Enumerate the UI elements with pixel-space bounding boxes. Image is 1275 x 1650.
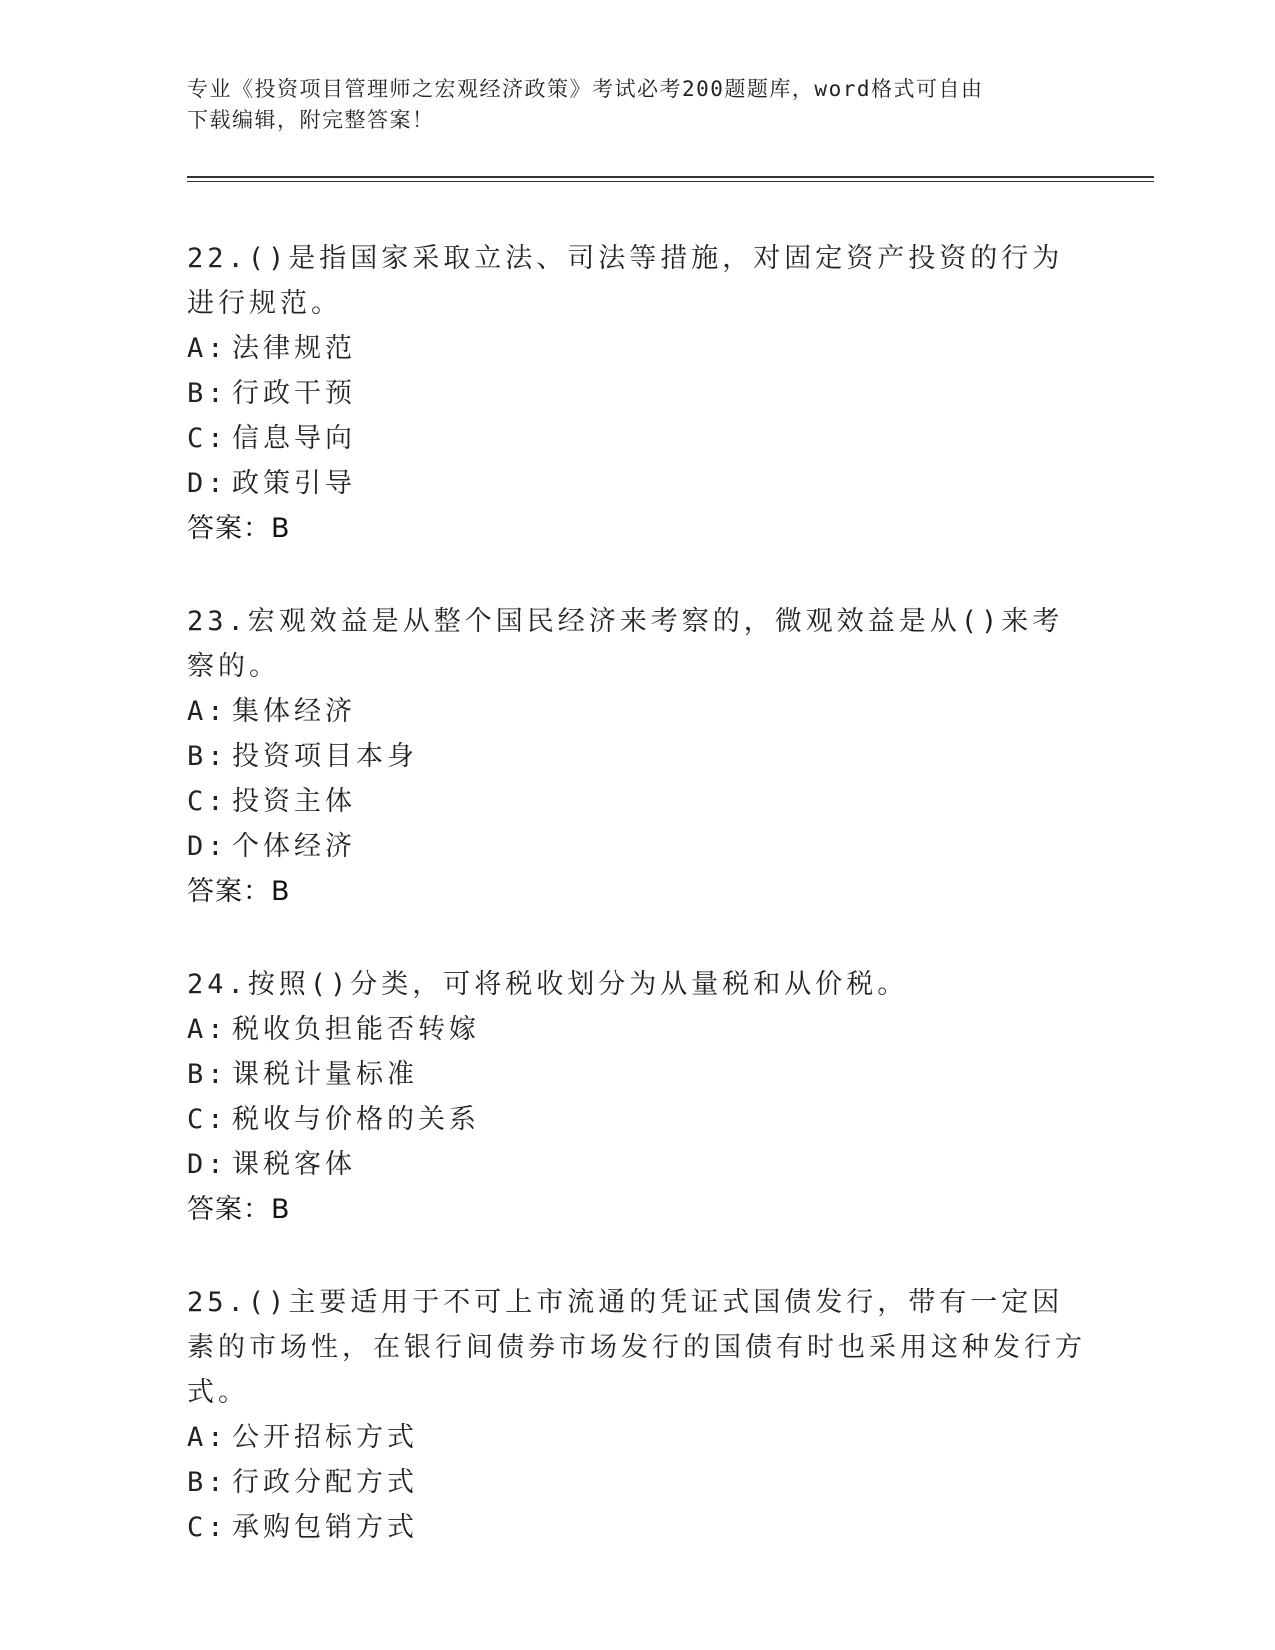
option-key: A: — [187, 696, 228, 727]
header-divider-thick — [187, 176, 1154, 178]
option-key: C: — [187, 1104, 228, 1135]
option-b — [187, 1460, 1087, 1505]
option-b — [187, 734, 1087, 779]
option-a — [187, 1415, 1087, 1460]
question-stem: 24.按照()分类，可将税收划分为从量税和从价税。 — [187, 969, 909, 1000]
option-text: 政策引导 — [232, 468, 356, 499]
option-key: D: — [187, 831, 228, 862]
option-b — [187, 1052, 1087, 1097]
option-a — [187, 326, 1087, 371]
question-item — [187, 962, 1087, 1232]
option-text: 税收与价格的关系 — [232, 1104, 480, 1135]
option-text: 投资项目本身 — [232, 741, 418, 772]
option-key: C: — [187, 786, 228, 817]
option-key: A: — [187, 333, 228, 364]
answer-line: 答案：B — [187, 876, 291, 907]
question-stem: 22.()是指国家采取立法、司法等措施，对固定资产投资的行为进行规范。 — [187, 243, 1064, 319]
option-text: 税收负担能否转嫁 — [232, 1014, 480, 1045]
option-c — [187, 416, 1087, 461]
option-key: B: — [187, 741, 228, 772]
option-text: 行政分配方式 — [232, 1467, 418, 1498]
answer-line: 答案：B — [187, 1194, 291, 1225]
option-key: C: — [187, 423, 228, 454]
option-text: 信息导向 — [232, 423, 356, 454]
option-text: 课税客体 — [232, 1149, 356, 1180]
question-stem: 23.宏观效益是从整个国民经济来考察的，微观效益是从()来考察的。 — [187, 606, 1064, 682]
question-item — [187, 236, 1087, 551]
option-c — [187, 1505, 1087, 1550]
option-key: C: — [187, 1512, 228, 1543]
answer-line: 答案：B — [187, 513, 291, 544]
option-text: 集体经济 — [232, 696, 356, 727]
option-c — [187, 1097, 1087, 1142]
option-d — [187, 461, 1087, 506]
option-a — [187, 689, 1087, 734]
option-d — [187, 824, 1087, 869]
option-key: B: — [187, 1059, 228, 1090]
option-text: 行政干预 — [232, 378, 356, 409]
header-line-1: 专业《投资项目管理师之宏观经济政策》考试必考200题题库，word格式可自由 — [187, 77, 984, 101]
document-header — [187, 74, 1067, 136]
option-key: A: — [187, 1014, 228, 1045]
option-text: 承购包销方式 — [232, 1512, 418, 1543]
header-divider-thin — [187, 181, 1154, 182]
option-key: B: — [187, 1467, 228, 1498]
option-text: 投资主体 — [232, 786, 356, 817]
option-a — [187, 1007, 1087, 1052]
question-item — [187, 1280, 1087, 1550]
option-key: D: — [187, 1149, 228, 1180]
option-text: 公开招标方式 — [232, 1422, 418, 1453]
option-text: 法律规范 — [232, 333, 356, 364]
option-b — [187, 371, 1087, 416]
question-list — [187, 236, 1087, 1598]
option-d — [187, 1142, 1087, 1187]
option-key: D: — [187, 468, 228, 499]
option-text: 课税计量标准 — [232, 1059, 418, 1090]
option-c — [187, 779, 1087, 824]
option-key: A: — [187, 1422, 228, 1453]
option-key: B: — [187, 378, 228, 409]
header-line-2: 下载编辑，附完整答案！ — [187, 108, 435, 132]
question-stem: 25.()主要适用于不可上市流通的凭证式国债发行，带有一定因素的市场性，在银行间债券市场发行的国债有时也采用这种发行方式。 — [187, 1287, 1086, 1408]
option-text: 个体经济 — [232, 831, 356, 862]
question-item — [187, 599, 1087, 914]
